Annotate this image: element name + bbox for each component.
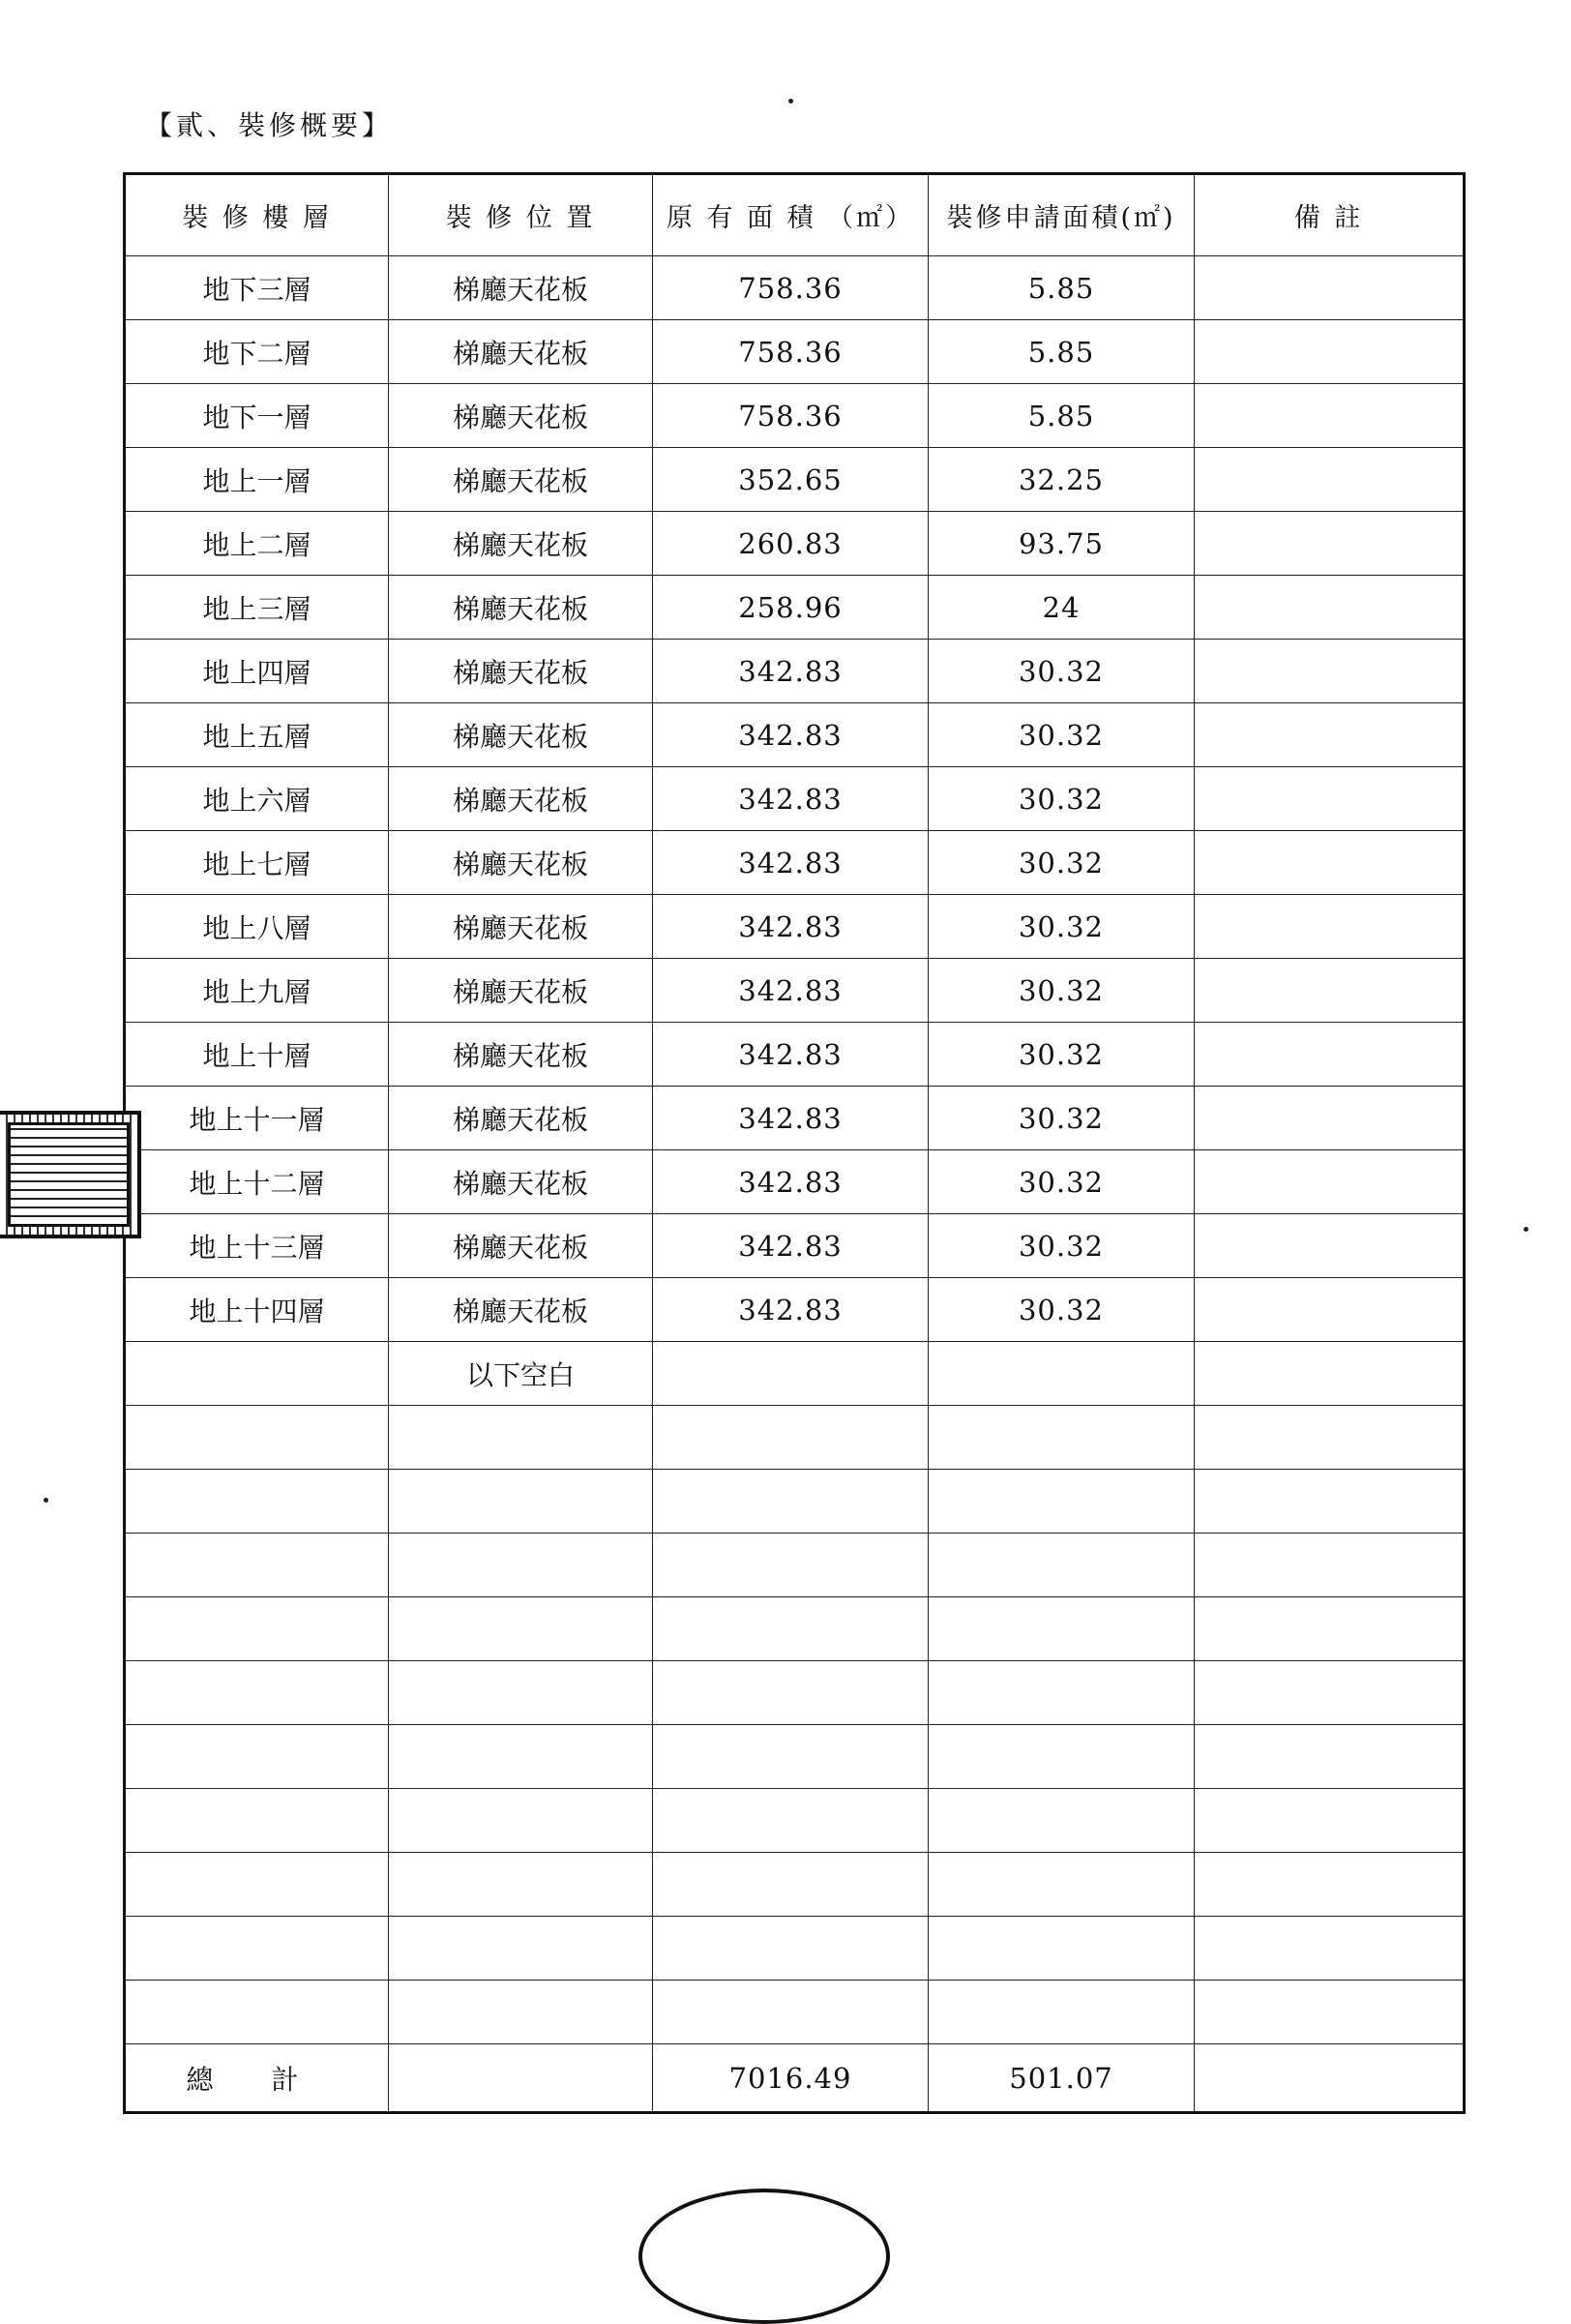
row-applied-area [929,1917,1195,1981]
row-original-area: 342.83 [653,1278,929,1342]
row-location: 梯廳天花板 [389,512,653,576]
seal-stamp-left [0,1111,141,1238]
row-original-area [653,1981,929,2044]
row-location: 梯廳天花板 [389,1023,653,1087]
row-remarks [1195,512,1465,576]
section-title: 【貳、裝修概要】 [145,109,394,141]
row-remarks [1195,1597,1465,1661]
row-applied-area: 30.32 [929,1150,1195,1214]
row-remarks [1195,1023,1465,1087]
row-remarks [1195,1917,1465,1981]
row-remarks [1195,640,1465,703]
row-location: 梯廳天花板 [389,767,653,831]
row-applied-area: 30.32 [929,959,1195,1023]
row-applied-area: 32.25 [929,448,1195,512]
table-row [125,1853,1465,1917]
row-remarks [1195,1214,1465,1278]
row-location: 梯廳天花板 [389,703,653,767]
scan-speck [44,1498,48,1503]
row-original-area: 342.83 [653,767,929,831]
row-floor: 地上六層 [125,767,389,831]
row-applied-area: 30.32 [929,1023,1195,1087]
row-remarks [1195,703,1465,767]
header-remarks: 備 註 [1195,174,1465,256]
total-row [125,2044,1465,2113]
row-floor: 地上十二層 [125,1150,389,1214]
row-applied-area [929,1789,1195,1853]
row-applied-area [929,1342,1195,1406]
row-floor: 地上十層 [125,1023,389,1087]
row-remarks [1195,1534,1465,1597]
row-location: 梯廳天花板 [389,959,653,1023]
row-original-area: 758.36 [653,384,929,448]
row-remarks [1195,1853,1465,1917]
row-remarks [1195,320,1465,384]
row-location: 梯廳天花板 [389,384,653,448]
row-floor [125,1917,389,1981]
row-applied-area: 5.85 [929,256,1195,320]
row-original-area [653,1853,929,1917]
row-floor [125,1789,389,1853]
row-floor [125,1534,389,1597]
table-row [125,1597,1465,1661]
row-original-area: 342.83 [653,959,929,1023]
row-floor [125,1470,389,1534]
total-label: 總計 [125,2044,389,2113]
row-location [389,1597,653,1661]
row-applied-area: 30.32 [929,767,1195,831]
scan-speck [1524,1227,1528,1232]
scan-speck [788,99,793,104]
row-remarks [1195,1342,1465,1406]
table-row [125,895,1465,959]
row-original-area [653,1917,929,1981]
row-location [389,1853,653,1917]
row-floor [125,1725,389,1789]
row-applied-area [929,1661,1195,1725]
row-applied-area [929,1597,1195,1661]
row-applied-area: 5.85 [929,320,1195,384]
table-row [125,448,1465,512]
table-row [125,1342,1465,1406]
row-remarks [1195,895,1465,959]
row-applied-area [929,1406,1195,1470]
table-row [125,831,1465,895]
row-location: 梯廳天花板 [389,831,653,895]
row-floor [125,1853,389,1917]
row-original-area: 342.83 [653,895,929,959]
row-remarks [1195,1150,1465,1214]
row-location [389,1406,653,1470]
table-row [125,1470,1465,1534]
row-location: 梯廳天花板 [389,1150,653,1214]
row-floor: 地上五層 [125,703,389,767]
row-floor [125,1342,389,1406]
table-row [125,959,1465,1023]
table-row [125,1278,1465,1342]
row-location [389,1661,653,1725]
row-floor: 地上十三層 [125,1214,389,1278]
row-remarks [1195,384,1465,448]
row-location: 梯廳天花板 [389,256,653,320]
total-location [389,2044,653,2113]
table-row [125,1725,1465,1789]
table-row [125,256,1465,320]
row-applied-area: 30.32 [929,1278,1195,1342]
row-floor: 地下二層 [125,320,389,384]
row-applied-area [929,1534,1195,1597]
row-remarks [1195,1981,1465,2044]
row-original-area [653,1597,929,1661]
row-floor [125,1597,389,1661]
row-applied-area: 5.85 [929,384,1195,448]
row-floor: 地上二層 [125,512,389,576]
row-applied-area: 30.32 [929,1087,1195,1150]
row-floor: 地下三層 [125,256,389,320]
row-location [389,1789,653,1853]
table-body [125,256,1465,2044]
table-header-row [125,174,1465,256]
row-applied-area [929,1725,1195,1789]
table-row [125,640,1465,703]
row-original-area: 342.83 [653,1150,929,1214]
row-floor: 地上七層 [125,831,389,895]
table-row [125,1661,1465,1725]
row-location [389,1917,653,1981]
row-original-area: 342.83 [653,1087,929,1150]
row-remarks [1195,256,1465,320]
row-location [389,1534,653,1597]
row-applied-area: 30.32 [929,703,1195,767]
table-row [125,384,1465,448]
row-location: 梯廳天花板 [389,640,653,703]
row-floor [125,1661,389,1725]
row-applied-area: 30.32 [929,640,1195,703]
row-original-area: 342.83 [653,831,929,895]
row-location [389,1470,653,1534]
row-location: 梯廳天花板 [389,576,653,640]
row-original-area [653,1661,929,1725]
table-row [125,1917,1465,1981]
row-applied-area: 93.75 [929,512,1195,576]
row-original-area: 342.83 [653,1214,929,1278]
row-floor [125,1406,389,1470]
row-applied-area: 30.32 [929,831,1195,895]
header-location: 裝 修 位 置 [389,174,653,256]
row-applied-area: 30.32 [929,1214,1195,1278]
row-remarks [1195,1470,1465,1534]
row-applied-area: 24 [929,576,1195,640]
row-original-area [653,1534,929,1597]
renovation-summary-table [123,172,1466,2114]
row-remarks [1195,767,1465,831]
row-applied-area: 30.32 [929,895,1195,959]
row-original-area: 342.83 [653,640,929,703]
row-original-area [653,1342,929,1406]
row-original-area: 352.65 [653,448,929,512]
row-remarks [1195,1725,1465,1789]
row-original-area: 342.83 [653,1023,929,1087]
row-applied-area [929,1470,1195,1534]
row-floor: 地上一層 [125,448,389,512]
table-row [125,1406,1465,1470]
row-remarks [1195,1661,1465,1725]
table-row [125,1534,1465,1597]
row-floor: 地上十四層 [125,1278,389,1342]
row-location: 梯廳天花板 [389,1214,653,1278]
table-row [125,1981,1465,2044]
row-remarks [1195,959,1465,1023]
row-remarks [1195,1087,1465,1150]
row-floor: 地上九層 [125,959,389,1023]
table-row [125,320,1465,384]
table-row [125,1023,1465,1087]
row-applied-area [929,1853,1195,1917]
header-floor: 裝 修 樓 層 [125,174,389,256]
row-location [389,1981,653,2044]
row-floor: 地上十一層 [125,1087,389,1150]
row-original-area: 260.83 [653,512,929,576]
row-floor: 地上三層 [125,576,389,640]
table-row [125,1214,1465,1278]
row-remarks [1195,1789,1465,1853]
row-location: 梯廳天花板 [389,448,653,512]
row-floor: 地上四層 [125,640,389,703]
row-location: 以下空白 [389,1342,653,1406]
row-original-area [653,1725,929,1789]
total-original-area: 7016.49 [653,2044,929,2113]
total-remarks [1195,2044,1465,2113]
row-remarks [1195,1406,1465,1470]
table-row [125,767,1465,831]
row-remarks [1195,448,1465,512]
table-row [125,512,1465,576]
row-original-area: 258.96 [653,576,929,640]
header-applied-area: 裝修申請面積(㎡) [929,174,1195,256]
table-row [125,1087,1465,1150]
row-original-area: 758.36 [653,256,929,320]
row-location: 梯廳天花板 [389,1278,653,1342]
row-applied-area [929,1981,1195,2044]
table-row [125,703,1465,767]
row-original-area [653,1470,929,1534]
row-floor: 地上八層 [125,895,389,959]
row-location: 梯廳天花板 [389,1087,653,1150]
row-location [389,1725,653,1789]
table-row [125,1150,1465,1214]
row-original-area [653,1789,929,1853]
row-floor: 地下一層 [125,384,389,448]
header-original-area: 原 有 面 積 （㎡） [653,174,929,256]
seal-stamp-bottom [638,2189,890,2324]
row-original-area [653,1406,929,1470]
table-row [125,576,1465,640]
row-floor [125,1981,389,2044]
row-original-area: 758.36 [653,320,929,384]
row-original-area: 342.83 [653,703,929,767]
row-location: 梯廳天花板 [389,320,653,384]
row-remarks [1195,1278,1465,1342]
row-remarks [1195,576,1465,640]
table-row [125,1789,1465,1853]
row-location: 梯廳天花板 [389,895,653,959]
row-remarks [1195,831,1465,895]
total-applied-area: 501.07 [929,2044,1195,2113]
